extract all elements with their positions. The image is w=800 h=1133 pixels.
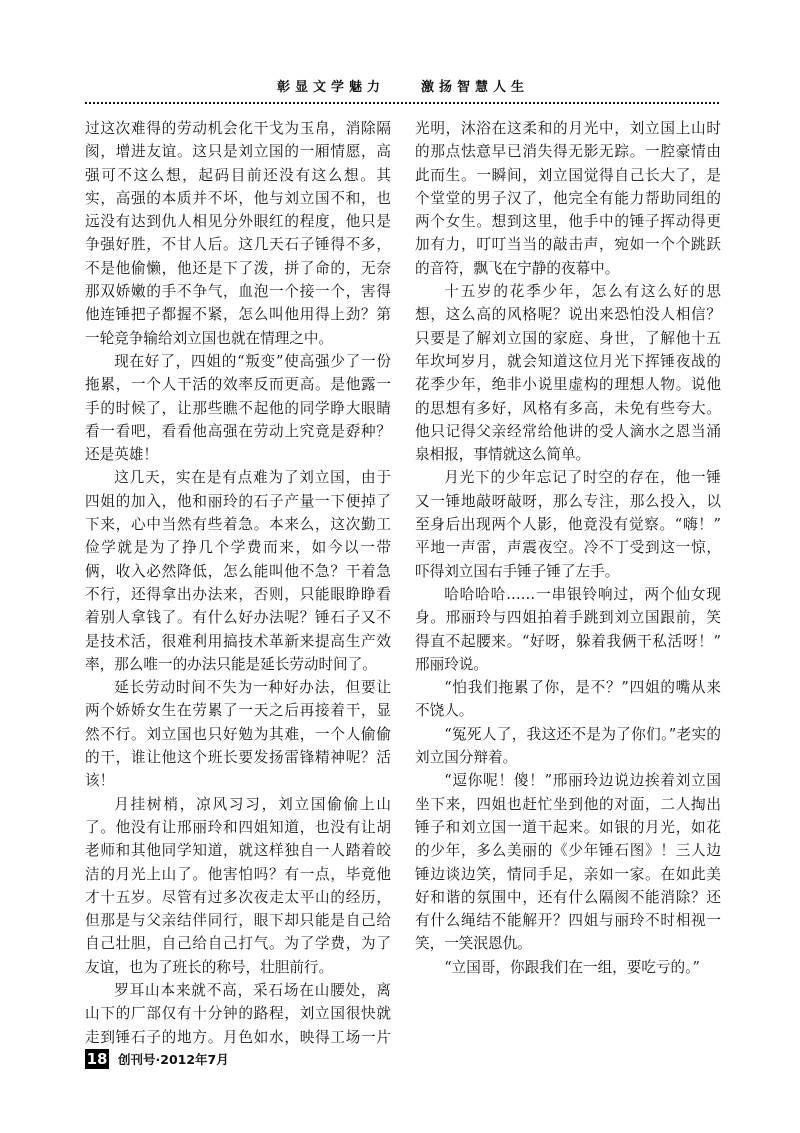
article-paragraph: 延长劳动时间不失为一种好办法，但要让两个娇娇女生在劳累了一天之后再接着干，显然不行。刘立国也只好勉为其难，一个人偷偷的干，谁让他这个班长要发扬雷锋精神呢？活该！ [85, 679, 391, 790]
article-paragraph: 罗耳山本来就不高，采石场在山腰处，离山下的厂部仅有十分钟的路程，刘立国很快就走到锤石子的地方。月色如水，映得工场一片光明，沐浴在这柔和的月光中，刘立国上山时的那点怯意早已消失得无影无踪。一腔豪情由此而生。一瞬间，刘立国觉得自己长大了，是个堂堂的男子汉了，他完全有能力帮助同组的两个女生。想到这里，他手中的锤子挥动得更加有力，叮叮当当的敲击声，宛如一个个跳跃的音符，飘飞在宁静的夜幕中。 [85, 120, 721, 1046]
header-slogan: 彰显文学魅力 激扬智慧人生 [276, 80, 529, 95]
article-paragraph: 十五岁的花季少年，怎么有这么好的思想，这么高的风格呢？说出来恐怕没人相信？只要是了解刘立国的家庭、身世，了解他十五年坎坷岁月，就会知道这位月光下挥锤夜战的花季少年，绝非小说里虚构的理想人物。说他的思想有多好，风格有多高，未免有些夸大。他只记得父亲经常给他讲的受人滴水之恩当涌泉相报，事情就这么简单。 [415, 283, 721, 464]
article-paragraph: 过这次难得的劳动机会化干戈为玉帛，消除隔阂，增进友谊。这只是刘立国的一厢情愿，高强可不这么想，起码目前还没有这么想。其实，高强的本质并不坏，他与刘立国不和，也远没有达到仇人相见分外眼红的程度，他只是争强好胜，不甘人后。这几天石子锤得不多，不是他偷懒，他还是下了泼，拼了命的，无奈那双娇嫩的手不争气，血泡一个接一个，害得他连锤把子都握不紧，怎么叫他用得上劲？第一轮竞争输给刘立国也就在情理之中。 [85, 120, 391, 347]
article-paragraph: “冤死人了，我这还不是为了你们。”老实的刘立国分辩着。 [415, 725, 721, 767]
header-dotted-rule [85, 102, 721, 104]
article-paragraph: 月光下的少年忘记了时空的存在，他一锤又一锤地敲呀敲呀，那么专注，那么投入，以至身后出现两个人影，他竟没有觉察。“嗨！”平地一声雷，声震夜空。冷不丁受到这一惊，吓得刘立国右手锤子锤了左手。 [415, 469, 721, 580]
page-footer [85, 1049, 229, 1069]
article-paragraph: 哈哈哈哈……一串银铃响过，两个仙女现身。邢丽玲与四姐拍着手跳到刘立国跟前，笑得直不起腰来。“好呀，躲着我俩干私活呀！”邢丽玲说。 [415, 585, 721, 673]
issue-label: 创刊号·2012年7月 [118, 1052, 229, 1067]
article-paragraph: 这几天，实在是有点难为了刘立国，由于四姐的加入，他和丽玲的石子产量一下便掉了下来，心中当然有些着急。本来么，这次勤工俭学就是为了挣几个学费而来，如今以一带俩，收入必然降低，怎么能叫他不急？干着急不行，还得拿出办法来，否则，只能眼睁睁看着别人拿钱了。有什么好办法呢？锤石子又不是技术活，很难利用搞技术革新来提高生产效率，那么唯一的办法只能是延长劳动时间了。 [85, 469, 391, 673]
article-two-column [85, 117, 721, 1049]
article-paragraph: 月挂树梢，凉风习习，刘立国偷偷上山了。他没有让邢丽玲和四姐知道，也没有让胡老师和其他同学知道，就这样独自一人踏着皎洁的月光上山了。他害怕吗？有一点，毕竟他才十五岁。尽管有过多次夜走太平山的经历，但那是与父亲结伴同行，眼下却只能是自己给自己壮胆，自己给自己打气。为了学费，为了友谊，也为了班长的称号，壮胆前行。 [85, 795, 391, 976]
article-paragraph: “怕我们拖累了你，是不？”四姐的嘴从来不饶人。 [415, 679, 721, 720]
article-paragraph: “逗你呢！傻！”邢丽玲边说边挨着刘立国坐下来，四姐也赶忙坐到他的对面，二人掏出锤子和刘立国一道干起来。如银的月光，如花的少年，多么美丽的《少年锤石图》！三人边锤边谈边笑，情同手足，亲如一家。在如此美好和谐的氛围中，还有什么隔阂不能消除？还有什么绳结不能解开？四姐与丽玲不时相视一笑，一笑泯恩仇。 [415, 772, 721, 953]
article-paragraph: 现在好了，四姐的“叛变”使高强少了一份拖累，一个人干活的效率反而更高。是他露一手的时候了，让那些瞧不起他的同学睁大眼睛看一看吧，看看他高强在劳动上究竟是孬种？还是英雄！ [85, 352, 391, 464]
article-paragraph: “立国哥，你跟我们在一组，要吃亏的。” [444, 958, 700, 976]
page-number-badge: 18 [86, 1050, 108, 1068]
page-header [85, 76, 721, 104]
